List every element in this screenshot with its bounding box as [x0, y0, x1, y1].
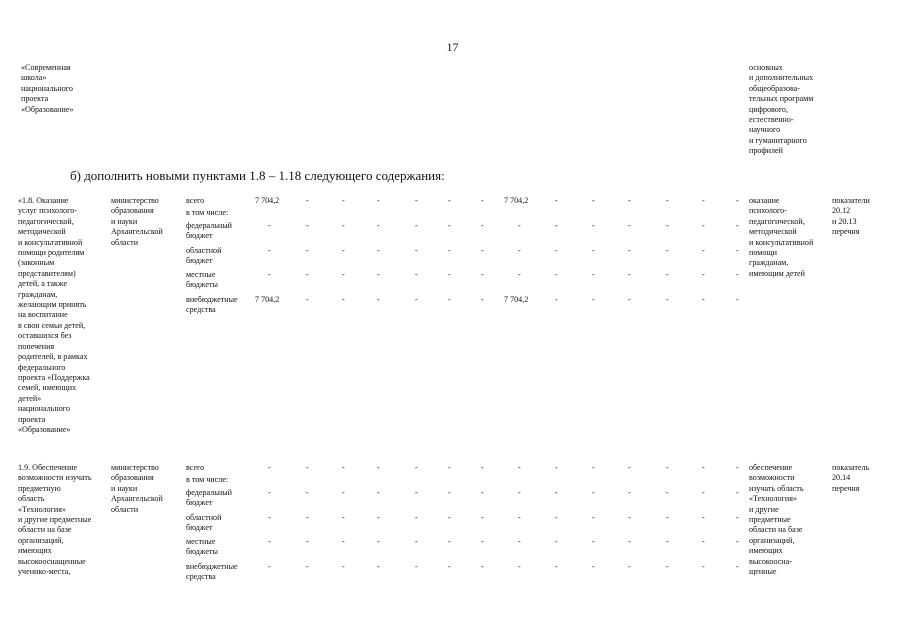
funding-year-value: -	[518, 562, 521, 571]
empty-cell-dash: -	[342, 270, 345, 279]
text-line: показатели	[832, 196, 870, 205]
text-line: и науки	[111, 216, 138, 226]
text-line: тельных программ	[749, 94, 814, 104]
empty-cell-dash: -	[415, 221, 418, 230]
empty-cell-dash: -	[736, 463, 739, 472]
text-line: в свои семьи детей,	[18, 320, 86, 330]
text-line: естественно-	[749, 115, 794, 125]
text-line: и другие	[749, 504, 779, 514]
prev-item-result-tail	[749, 63, 813, 157]
section-subtitle: б) дополнить новыми пунктами 1.8 – 1.18 следующего содержания:	[70, 168, 445, 183]
empty-cell-dash: -	[306, 196, 309, 205]
empty-cell-dash: -	[415, 562, 418, 571]
text-line: проекта	[18, 414, 46, 424]
item-indicator	[832, 196, 870, 238]
text-line: высокооснащенные	[18, 556, 86, 566]
empty-cell-dash: -	[666, 270, 669, 279]
funding-source-label	[186, 463, 204, 473]
empty-cell-dash: -	[628, 295, 631, 304]
funding-total: -	[268, 270, 271, 279]
empty-cell-dash: -	[377, 463, 380, 472]
funding-source-label	[186, 246, 221, 267]
text-line: местные	[186, 270, 216, 279]
text-line: (законным	[18, 258, 55, 268]
text-line: области	[111, 504, 139, 514]
funding-year-value: -	[518, 463, 521, 472]
text-line: 20.14	[832, 473, 851, 483]
empty-cell-dash: -	[306, 488, 309, 497]
empty-cell-dash: -	[736, 221, 739, 230]
empty-cell-dash: -	[555, 513, 558, 522]
empty-cell-dash: -	[377, 246, 380, 255]
item-executor	[111, 196, 163, 248]
empty-cell-dash: -	[592, 463, 595, 472]
text-line: возможности	[749, 473, 795, 483]
empty-cell-dash: -	[377, 562, 380, 571]
text-line: области на базе	[18, 525, 72, 535]
empty-cell-dash: -	[666, 463, 669, 472]
empty-cell-dash: -	[628, 196, 631, 205]
text-line: желающим принять	[18, 300, 87, 310]
text-line: в том числе:	[186, 475, 229, 484]
text-line: бюджет	[186, 231, 213, 241]
empty-cell-dash: -	[342, 221, 345, 230]
item-description	[18, 196, 90, 435]
text-line: всего	[186, 463, 205, 472]
text-line: областной	[186, 513, 222, 522]
empty-cell-dash: -	[666, 513, 669, 522]
text-line: организаций,	[749, 535, 795, 545]
empty-cell-dash: -	[342, 562, 345, 571]
empty-cell-dash: -	[702, 221, 705, 230]
funding-year-value: -	[518, 221, 521, 230]
empty-cell-dash: -	[592, 295, 595, 304]
empty-cell-dash: -	[628, 513, 631, 522]
funding-total: -	[268, 562, 271, 571]
empty-cell-dash: -	[415, 295, 418, 304]
funding-total: -	[268, 246, 271, 255]
text-line: педагогической,	[18, 216, 74, 226]
text-line: имеющим детей	[749, 268, 805, 278]
text-line: средства	[186, 305, 216, 315]
item-executor	[111, 463, 163, 515]
empty-cell-dash: -	[555, 246, 558, 255]
empty-cell-dash: -	[666, 295, 669, 304]
text-line: услуг психолого-	[18, 206, 77, 216]
empty-cell-dash: -	[481, 221, 484, 230]
empty-cell-dash: -	[306, 295, 309, 304]
text-line: областной	[186, 246, 222, 255]
empty-cell-dash: -	[555, 295, 558, 304]
text-line: «Технология»	[18, 504, 66, 514]
empty-cell-dash: -	[448, 488, 451, 497]
empty-cell-dash: -	[342, 537, 345, 546]
empty-cell-dash: -	[481, 537, 484, 546]
empty-cell-dash: -	[702, 488, 705, 497]
empty-cell-dash: -	[702, 196, 705, 205]
empty-cell-dash: -	[666, 537, 669, 546]
text-line: бюджет	[186, 498, 213, 508]
funding-year-value: -	[518, 270, 521, 279]
empty-cell-dash: -	[377, 221, 380, 230]
text-line: организаций,	[18, 535, 64, 545]
empty-cell-dash: -	[628, 270, 631, 279]
empty-cell-dash: -	[702, 463, 705, 472]
empty-cell-dash: -	[628, 463, 631, 472]
funding-year-value: 7 704,2	[504, 196, 529, 205]
text-line: общеобразова-	[749, 83, 800, 93]
text-line: высокоосна-	[749, 556, 792, 566]
empty-cell-dash: -	[448, 513, 451, 522]
empty-cell-dash: -	[592, 488, 595, 497]
text-line: национального	[18, 404, 70, 414]
empty-cell-dash: -	[415, 513, 418, 522]
empty-cell-dash: -	[592, 562, 595, 571]
empty-cell-dash: -	[736, 196, 739, 205]
text-line: научного	[749, 125, 781, 135]
empty-cell-dash: -	[736, 270, 739, 279]
empty-cell-dash: -	[448, 463, 451, 472]
text-line: федерального	[18, 362, 66, 372]
funding-year-value: -	[518, 488, 521, 497]
funding-total: 7 704,2	[255, 196, 280, 205]
funding-source-label	[186, 475, 228, 485]
text-line: образования	[111, 473, 154, 483]
empty-cell-dash: -	[666, 488, 669, 497]
funding-total: -	[268, 221, 271, 230]
funding-source-label	[186, 196, 204, 206]
text-line: и консультативной	[749, 237, 814, 247]
empty-cell-dash: -	[592, 246, 595, 255]
text-line: и 20.13	[832, 216, 857, 226]
text-line: перечня	[832, 483, 860, 493]
funding-source-label	[186, 270, 218, 291]
funding-total: -	[268, 537, 271, 546]
empty-cell-dash: -	[555, 270, 558, 279]
text-line: перечня	[832, 227, 860, 237]
empty-cell-dash: -	[342, 463, 345, 472]
text-line: психолого-	[749, 206, 787, 216]
empty-cell-dash: -	[448, 196, 451, 205]
empty-cell-dash: -	[481, 562, 484, 571]
text-line: представителям)	[18, 268, 76, 278]
empty-cell-dash: -	[481, 513, 484, 522]
funding-source-label	[186, 488, 232, 509]
empty-cell-dash: -	[555, 488, 558, 497]
funding-source-label	[186, 208, 228, 218]
empty-cell-dash: -	[415, 537, 418, 546]
text-line: помощи родителям	[18, 248, 85, 258]
funding-source-label	[186, 562, 238, 583]
text-line: щенные	[749, 567, 777, 577]
text-line: бюджет	[186, 256, 213, 266]
text-line: средства	[186, 572, 216, 582]
empty-cell-dash: -	[306, 463, 309, 472]
text-line: гражданам,	[18, 289, 58, 299]
empty-cell-dash: -	[306, 221, 309, 230]
empty-cell-dash: -	[736, 488, 739, 497]
empty-cell-dash: -	[448, 562, 451, 571]
empty-cell-dash: -	[736, 537, 739, 546]
text-line: предметные	[749, 515, 791, 525]
empty-cell-dash: -	[377, 196, 380, 205]
empty-cell-dash: -	[377, 513, 380, 522]
text-line: образования	[111, 206, 154, 216]
empty-cell-dash: -	[342, 488, 345, 497]
empty-cell-dash: -	[628, 488, 631, 497]
empty-cell-dash: -	[628, 537, 631, 546]
empty-cell-dash: -	[736, 295, 739, 304]
text-line: национального	[21, 83, 73, 93]
text-line: ученико-места,	[18, 567, 71, 577]
empty-cell-dash: -	[342, 196, 345, 205]
text-line: федеральный	[186, 221, 232, 230]
empty-cell-dash: -	[377, 295, 380, 304]
empty-cell-dash: -	[592, 221, 595, 230]
empty-cell-dash: -	[481, 463, 484, 472]
text-line: и другие предметные	[18, 515, 92, 525]
empty-cell-dash: -	[702, 537, 705, 546]
text-line: на воспитание	[18, 310, 68, 320]
text-line: бюджеты	[186, 547, 218, 557]
text-line: в том числе:	[186, 208, 229, 217]
empty-cell-dash: -	[306, 513, 309, 522]
text-line: предметную	[18, 483, 61, 493]
item-result	[749, 463, 804, 577]
text-line: «Образование»	[18, 424, 71, 434]
empty-cell-dash: -	[628, 221, 631, 230]
text-line: изучать область	[749, 483, 804, 493]
empty-cell-dash: -	[342, 513, 345, 522]
text-line: Архангельской	[111, 227, 163, 237]
text-line: показатель	[832, 463, 870, 472]
text-line: бюджет	[186, 523, 213, 533]
empty-cell-dash: -	[555, 221, 558, 230]
text-line: возможности изучать	[18, 473, 92, 483]
text-line: детей»	[18, 393, 42, 403]
text-line: оставшихся без	[18, 331, 72, 341]
empty-cell-dash: -	[481, 295, 484, 304]
empty-cell-dash: -	[592, 513, 595, 522]
empty-cell-dash: -	[415, 270, 418, 279]
funding-total: -	[268, 488, 271, 497]
empty-cell-dash: -	[592, 537, 595, 546]
text-line: министерство	[111, 463, 159, 472]
text-line: гражданам,	[749, 258, 789, 268]
text-line: помощи	[749, 248, 777, 258]
text-line: и науки	[111, 483, 138, 493]
empty-cell-dash: -	[666, 196, 669, 205]
empty-cell-dash: -	[481, 246, 484, 255]
empty-cell-dash: -	[702, 513, 705, 522]
text-line: министерство	[111, 196, 159, 205]
text-line: имеющих	[18, 546, 52, 556]
text-line: педагогической,	[749, 216, 805, 226]
funding-total: 7 704,2	[255, 295, 280, 304]
empty-cell-dash: -	[481, 270, 484, 279]
empty-cell-dash: -	[555, 196, 558, 205]
text-line: 20.12	[832, 206, 851, 216]
empty-cell-dash: -	[666, 246, 669, 255]
funding-year-value: -	[518, 513, 521, 522]
empty-cell-dash: -	[415, 196, 418, 205]
empty-cell-dash: -	[448, 246, 451, 255]
empty-cell-dash: -	[555, 463, 558, 472]
empty-cell-dash: -	[448, 270, 451, 279]
text-line: «Образование»	[21, 104, 74, 114]
empty-cell-dash: -	[592, 196, 595, 205]
item-result	[749, 196, 813, 279]
empty-cell-dash: -	[736, 562, 739, 571]
empty-cell-dash: -	[666, 221, 669, 230]
page-number: 17	[446, 40, 459, 54]
empty-cell-dash: -	[448, 537, 451, 546]
text-line: профилей	[749, 146, 783, 156]
empty-cell-dash: -	[736, 513, 739, 522]
text-line: Архангельской	[111, 494, 163, 504]
text-line: основных	[749, 63, 783, 72]
text-line: проекта	[21, 94, 49, 104]
empty-cell-dash: -	[481, 196, 484, 205]
empty-cell-dash: -	[306, 246, 309, 255]
empty-cell-dash: -	[628, 246, 631, 255]
text-line: родителей, в рамках	[18, 352, 88, 362]
empty-cell-dash: -	[702, 270, 705, 279]
text-line: оказание	[749, 196, 780, 205]
empty-cell-dash: -	[377, 488, 380, 497]
text-line: методической	[18, 227, 66, 237]
empty-cell-dash: -	[306, 562, 309, 571]
text-line: методической	[749, 227, 797, 237]
funding-year-value: 7 704,2	[504, 295, 529, 304]
funding-source-label	[186, 513, 221, 534]
text-line: «1.8. Оказание	[18, 196, 69, 205]
text-line: семей, имеющих	[18, 383, 77, 393]
text-line: бюджеты	[186, 280, 218, 290]
text-line: область	[18, 494, 45, 504]
funding-source-label	[186, 295, 238, 316]
empty-cell-dash: -	[415, 463, 418, 472]
text-line: местные	[186, 537, 216, 546]
item-description	[18, 463, 92, 577]
text-line: «Современная	[21, 63, 71, 72]
text-line: 1.9. Обеспечение	[18, 463, 78, 472]
empty-cell-dash: -	[448, 295, 451, 304]
text-line: цифрового,	[749, 104, 789, 114]
text-line: внебюджетные	[186, 562, 238, 571]
text-line: федеральный	[186, 488, 232, 497]
funding-total: -	[268, 463, 271, 472]
empty-cell-dash: -	[342, 246, 345, 255]
text-line: проекта «Поддержка	[18, 372, 90, 382]
funding-year-value: -	[518, 246, 521, 255]
funding-year-value: -	[518, 537, 521, 546]
empty-cell-dash: -	[377, 537, 380, 546]
empty-cell-dash: -	[342, 295, 345, 304]
empty-cell-dash: -	[448, 221, 451, 230]
empty-cell-dash: -	[555, 562, 558, 571]
text-line: всего	[186, 196, 205, 205]
prev-item-description-tail	[21, 63, 73, 115]
text-line: области	[111, 237, 139, 247]
text-line: и гуманитарного	[749, 135, 807, 145]
empty-cell-dash: -	[415, 246, 418, 255]
empty-cell-dash: -	[306, 270, 309, 279]
empty-cell-dash: -	[702, 295, 705, 304]
text-line: школа»	[21, 73, 47, 83]
funding-source-label	[186, 537, 218, 558]
empty-cell-dash: -	[306, 537, 309, 546]
empty-cell-dash: -	[702, 562, 705, 571]
text-line: внебюджетные	[186, 295, 238, 304]
empty-cell-dash: -	[415, 488, 418, 497]
empty-cell-dash: -	[481, 488, 484, 497]
text-line: и консультативной	[18, 237, 83, 247]
text-line: и дополнительных	[749, 73, 814, 83]
empty-cell-dash: -	[377, 270, 380, 279]
empty-cell-dash: -	[628, 562, 631, 571]
text-line: имеющих	[749, 546, 783, 556]
empty-cell-dash: -	[555, 537, 558, 546]
text-line: «Технология»	[749, 494, 797, 504]
text-line: попечения	[18, 341, 55, 351]
text-line: обеспечение	[749, 463, 793, 472]
funding-source-label	[186, 221, 232, 242]
empty-cell-dash: -	[666, 562, 669, 571]
text-line: области на базе	[749, 525, 803, 535]
empty-cell-dash: -	[592, 270, 595, 279]
empty-cell-dash: -	[736, 246, 739, 255]
item-indicator	[832, 463, 869, 494]
funding-total: -	[268, 513, 271, 522]
text-line: детей, а также	[18, 279, 68, 289]
empty-cell-dash: -	[702, 246, 705, 255]
